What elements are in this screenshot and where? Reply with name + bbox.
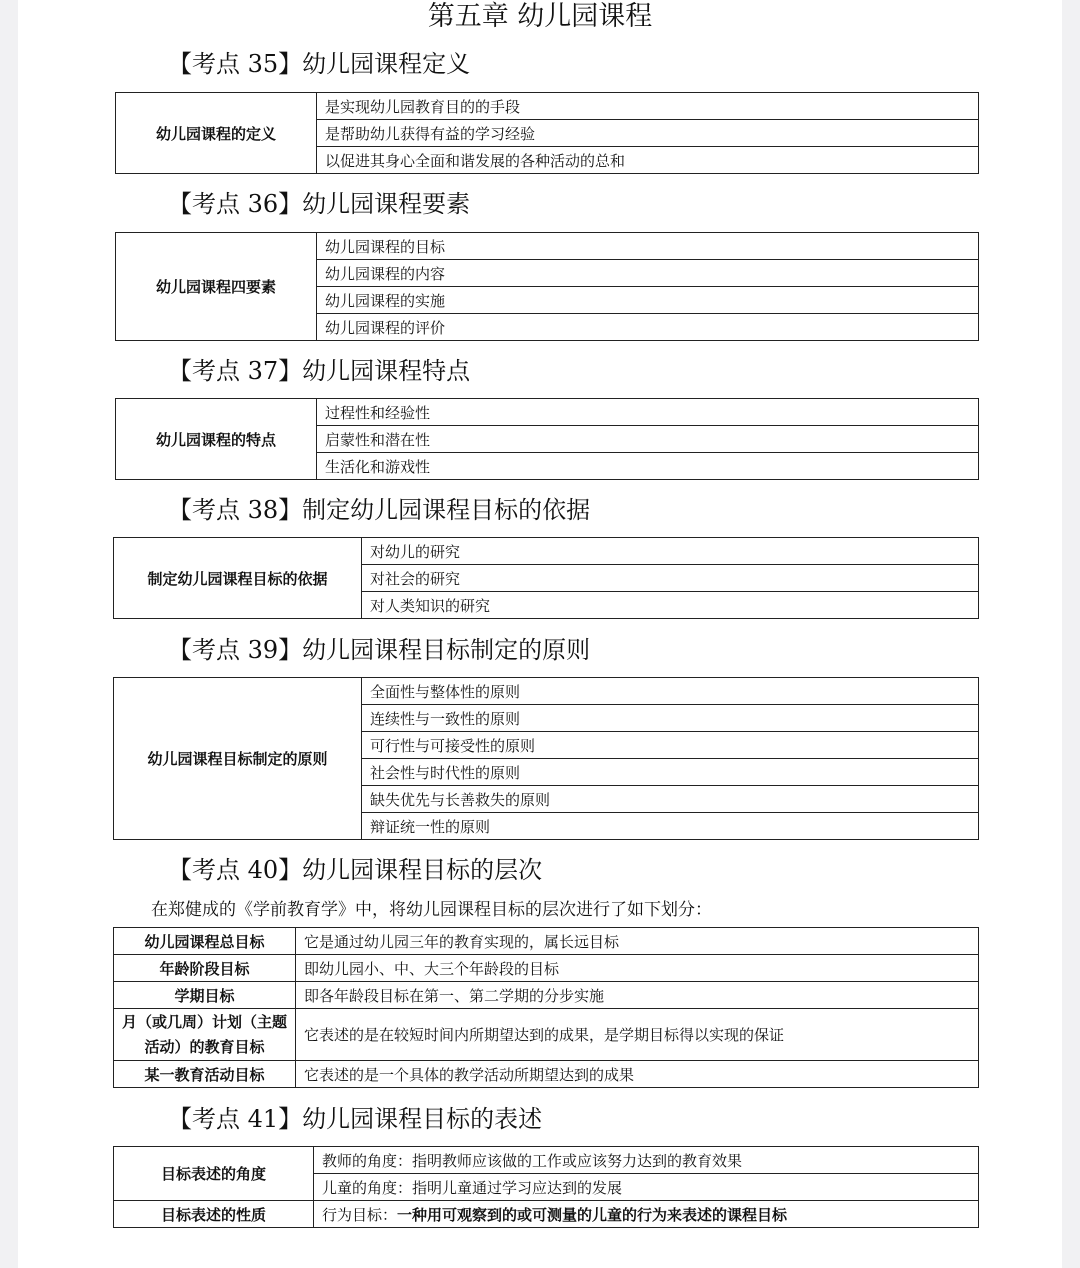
nature-prefix: 行为目标：	[322, 1205, 398, 1224]
nature-definition: 一种用可观察到的或可测量的儿童的行为来表述的课程目标	[397, 1205, 788, 1224]
table-key-cell: 幼儿园课程四要素	[116, 233, 317, 341]
table-35	[115, 92, 979, 174]
document-page	[18, 0, 1062, 1268]
table-row	[114, 1009, 979, 1061]
table-value-cell	[314, 1201, 979, 1228]
table-key-cell: 幼儿园课程的定义	[116, 93, 317, 174]
table-key-cell: 目标表述的性质	[114, 1201, 314, 1228]
table-row	[114, 928, 979, 955]
table-key-cell: 目标表述的角度	[114, 1147, 314, 1201]
table-value-cell: 连续性与一致性的原则	[362, 705, 979, 732]
table-value-cell: 对幼儿的研究	[362, 538, 979, 565]
table-key-cell: 制定幼儿园课程目标的依据	[114, 538, 362, 619]
table-value-cell: 是帮助幼儿获得有益的学习经验	[317, 120, 979, 147]
table-value-cell: 教师的角度：指明教师应该做的工作或应该努力达到的教育效果	[314, 1147, 979, 1174]
table-37	[115, 398, 979, 480]
table-row	[114, 955, 979, 982]
section-heading-39: 【考点 39】幼儿园课程目标制定的原则	[168, 636, 591, 664]
table-value-cell: 生活化和游戏性	[317, 453, 979, 480]
section-heading-35: 【考点 35】幼儿园课程定义	[168, 50, 471, 78]
section-heading-36: 【考点 36】幼儿园课程要素	[168, 190, 471, 218]
key-line-1: 月（或几周）计划（主题	[122, 1012, 288, 1031]
table-value-cell: 缺失优先与长善救失的原则	[362, 786, 979, 813]
table-value-cell: 全面性与整体性的原则	[362, 678, 979, 705]
table-value-cell: 幼儿园课程的目标	[317, 233, 979, 260]
section-heading-37: 【考点 37】幼儿园课程特点	[168, 357, 471, 385]
table-39	[113, 677, 979, 840]
section-heading-40: 【考点 40】幼儿园课程目标的层次	[168, 856, 543, 884]
table-row	[116, 233, 979, 260]
table-row	[114, 1061, 979, 1088]
table-value-cell: 幼儿园课程的内容	[317, 260, 979, 287]
table-row	[114, 1201, 979, 1228]
table-key-cell: 幼儿园课程目标制定的原则	[114, 678, 362, 840]
table-value-cell: 即幼儿园小、中、大三个年龄段的目标	[296, 955, 979, 982]
table-value-cell: 辩证统一性的原则	[362, 813, 979, 840]
table-value-cell: 过程性和经验性	[317, 399, 979, 426]
table-value-cell: 社会性与时代性的原则	[362, 759, 979, 786]
table-key-cell: 幼儿园课程总目标	[114, 928, 296, 955]
table-row	[116, 399, 979, 426]
key-line-2: 活动）的教育目标	[144, 1037, 265, 1056]
table-value-cell: 启蒙性和潜在性	[317, 426, 979, 453]
table-row	[114, 1147, 979, 1174]
table-row	[114, 982, 979, 1009]
table-key-cell: 年龄阶段目标	[114, 955, 296, 982]
table-40	[113, 927, 979, 1088]
table-value-cell: 幼儿园课程的评价	[317, 314, 979, 341]
table-value-cell: 对社会的研究	[362, 565, 979, 592]
table-value-cell: 它是通过幼儿园三年的教育实现的，属长远目标	[296, 928, 979, 955]
table-row	[114, 678, 979, 705]
table-row	[114, 538, 979, 565]
table-36	[115, 232, 979, 341]
table-41	[113, 1146, 979, 1228]
section-heading-41: 【考点 41】幼儿园课程目标的表述	[168, 1105, 543, 1133]
section-heading-38: 【考点 38】制定幼儿园课程目标的依据	[168, 496, 591, 524]
table-value-cell: 即各年龄段目标在第一、第二学期的分步实施	[296, 982, 979, 1009]
table-value-cell: 它表述的是一个具体的教学活动所期望达到的成果	[296, 1061, 979, 1088]
table-value-cell: 可行性与可接受性的原则	[362, 732, 979, 759]
section-40-intro: 在郑健成的《学前教育学》中，将幼儿园课程目标的层次进行了如下划分：	[151, 900, 712, 920]
table-key-cell: 幼儿园课程的特点	[116, 399, 317, 480]
table-38	[113, 537, 979, 619]
table-value-cell: 是实现幼儿园教育目的的手段	[317, 93, 979, 120]
table-key-cell	[114, 1009, 296, 1061]
table-value-cell: 以促进其身心全面和谐发展的各种活动的总和	[317, 147, 979, 174]
chapter-title: 第五章 幼儿园课程	[427, 1, 653, 32]
table-value-cell: 对人类知识的研究	[362, 592, 979, 619]
table-value-cell: 儿童的角度：指明儿童通过学习应达到的发展	[314, 1174, 979, 1201]
table-value-cell: 它表述的是在较短时间内所期望达到的成果，是学期目标得以实现的保证	[296, 1009, 979, 1061]
table-key-cell: 学期目标	[114, 982, 296, 1009]
table-row	[116, 93, 979, 120]
table-key-cell: 某一教育活动目标	[114, 1061, 296, 1088]
table-value-cell: 幼儿园课程的实施	[317, 287, 979, 314]
